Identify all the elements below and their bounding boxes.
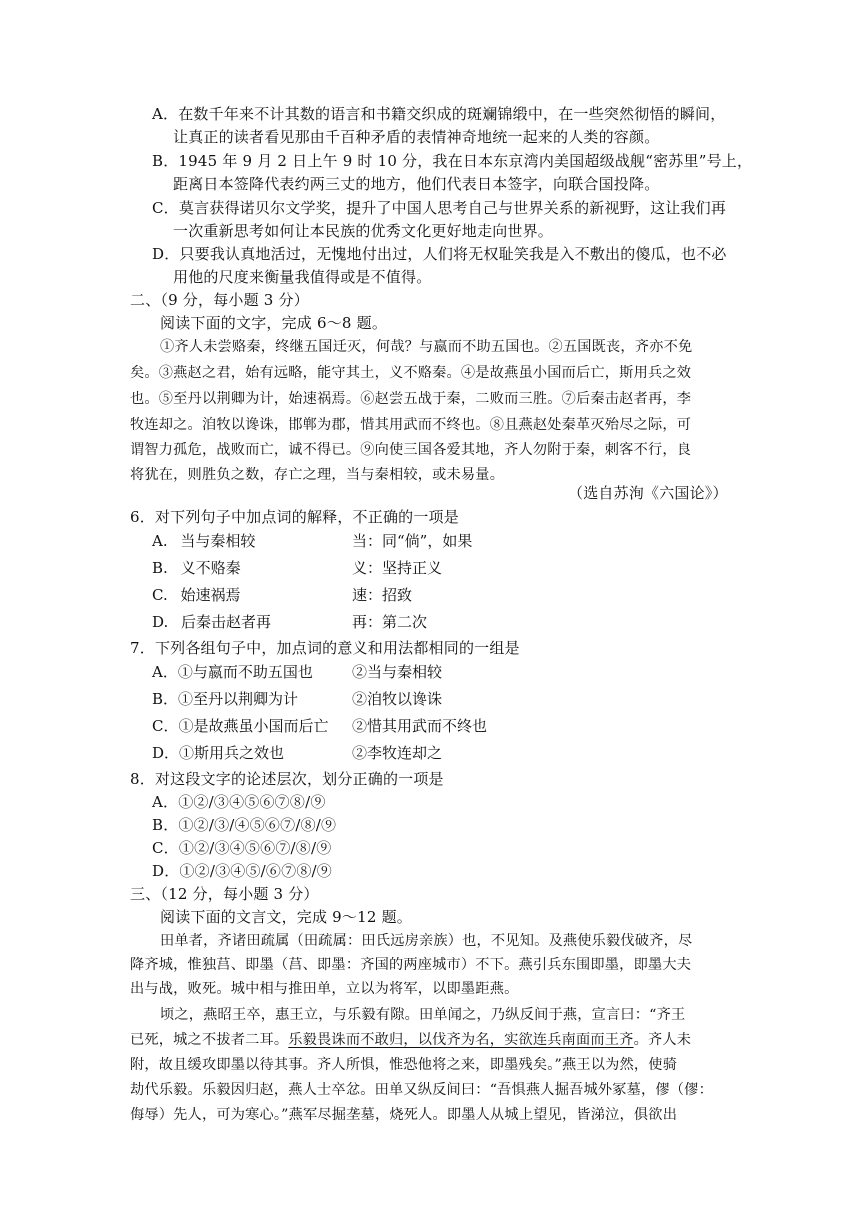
section2-heading: 二、（9 分，每小题 3 分） [130, 291, 309, 309]
q5-option-b-line1: B．1945 年 9 月 2 日上午 9 时 10 分，我在日本东京湾内美国超级战舰“密苏里”号上， [152, 152, 753, 170]
classical-p2-line1: 顷之，燕昭王卒，惠王立，与乐毅有隙。田单闻之，乃纵反间于燕，宣言曰：“齐王 [160, 1007, 686, 1023]
q5-option-d-line1: D．只要我认真地活过，无愧地付出过，人们将无权耻笑我是入不敷出的傻瓜，也不必 [152, 245, 727, 263]
classical-p2-line5: 侮辱）先人，可为寒心。”燕军尽掘垄墓，烧死人。即墨人从城上望见，皆涕泣，俱欲出 [130, 1107, 678, 1123]
q7-option-b-s1: ①至丹以荆卿为计 [178, 690, 299, 708]
q6-option-b-letter: B. [152, 559, 168, 577]
q7-option-d-letter: D． [152, 744, 180, 762]
q5-option-b-line2: 距离日本签降代表约两三丈的地方，他们代表日本签字，向联合国投降。 [173, 175, 660, 193]
passage-line-3: 也。⑤至丹以荆卿为计，始速祸焉。⑥赵尝五战于秦，二败而三胜。⑦后秦击赵者再，李 [130, 391, 692, 407]
section2-instruction: 阅读下面的文字，完成 6～8 题。 [160, 314, 388, 332]
q7-option-b [152, 688, 298, 710]
section3-instruction: 阅读下面的文言文，完成 9～12 题。 [160, 908, 412, 926]
passage-line-5: 谓智力孤危，战败而亡，诚不得已。⑨向使三国各爱其地，齐人勿附于秦，刺客不行，良 [130, 442, 692, 458]
q6-option-c-letter: C. [152, 586, 168, 604]
q8-option-b: B．①②/③/④⑤⑥⑦/⑧/⑨ [152, 816, 337, 834]
passage-line-1: ①齐人未尝赂秦，终继五国迁灭，何哉？与嬴而不助五国也。②五国既丧，齐亦不免 [160, 339, 693, 355]
underlined-sentence: 乐毅畏诛而不敢归，以伐齐为名，实欲连兵南面而王齐 [288, 1032, 634, 1048]
passage-line-2: 矣。③燕赵之君，始有远略，能守其土，义不赂秦。④是故燕虽小国而后亡，斯用兵之效 [130, 365, 692, 381]
classical-p2-line4: 劫代乐毅。乐毅因归赵，燕人士卒忿。田单又纵反间曰：“吾惧燕人掘吾城外冢墓，僇（僇： [130, 1082, 713, 1098]
q6-stem: 6．对下列句子中加点词的解释，不正确的一项是 [130, 508, 459, 526]
q6-option-a-gloss: 当：同“倘”，如果 [352, 532, 473, 550]
q5-option-c-line2: 一次重新思考如何让本民族的优秀文化更好地走向世界。 [173, 222, 554, 240]
section3-heading: 三、（12 分，每小题 3 分） [130, 885, 319, 903]
q6-option-b-sentence: 义不赂秦 [180, 559, 241, 577]
q7-option-c-s2: ②惜其用武而不终也 [352, 717, 488, 735]
q7-option-a-letter: A． [152, 663, 178, 681]
passage-line-4: 牧连却之。洎牧以谗诛，邯郸为郡，惜其用武而不终也。⑧且燕赵处秦革灭殆尽之际，可 [130, 417, 692, 433]
passage-source: （选自苏洵《六国论》） [568, 484, 728, 502]
q7-option-a [152, 661, 313, 683]
q6-option-b-gloss: 义：坚持正义 [352, 559, 443, 577]
classical-p2-line3: 附，故且缓攻即墨以待其事。齐人所惧，惟恐他将之来，即墨残矣。”燕王以为然，使骑 [130, 1057, 678, 1073]
q7-option-b-letter: B． [152, 690, 179, 708]
classical-p1-line3: 出与战，败死。城中相与推田单，立以为将军，以即墨距燕。 [130, 981, 519, 997]
q8-option-a: A．①②/③④⑤⑥⑦⑧/⑨ [152, 793, 326, 811]
classical-p2-line2-pre: 已死，城之不拔者二耳。 [130, 1032, 289, 1048]
q7-option-d [152, 742, 284, 764]
q7-option-a-s1: ①与嬴而不助五国也 [177, 663, 313, 681]
q7-stem: 7．下列各组句子中，加点词的意义和用法都相同的一组是 [130, 639, 520, 657]
q7-option-c-letter: C． [152, 717, 179, 735]
q5-option-a-line1: A．在数千年来不计其数的语言和书籍交织成的斑斓锦缎中，在一些突然彻悟的瞬间， [152, 105, 726, 123]
q6-option-a-sentence: 当与秦相较 [180, 532, 256, 550]
q7-option-d-s2: ②李牧连却之 [352, 744, 443, 762]
q6-option-d-gloss: 再：第二次 [352, 613, 428, 631]
q7-option-c-s1: ①是故燕虽小国而后亡 [178, 717, 329, 735]
q5-option-a-line2: 让真正的读者看见那由千百种矛盾的表情神奇地统一起来的人类的容颜。 [173, 128, 660, 146]
q6-option-c-sentence: 始速祸焉 [180, 586, 241, 604]
classical-p1-line2: 降齐城，惟独莒、即墨（莒、即墨：齐国的两座城市）不下。燕引兵东围即墨，即墨大夫 [130, 957, 692, 973]
q6-option-d [152, 611, 271, 633]
q6-option-d-letter: D. [152, 613, 169, 631]
q6-option-a-letter: A. [152, 532, 168, 550]
classical-p1-line1: 田单者，齐诸田疏属（田疏属：田氏远房亲族）也，不见知。及燕使乐毅伐破齐，尽 [160, 933, 693, 949]
q7-option-b-s2: ②洎牧以谗诛 [352, 690, 443, 708]
q6-option-a [152, 530, 255, 552]
passage-line-6: 将犹在，则胜负之数，存亡之理，当与秦相较，或未易量。 [130, 467, 505, 483]
classical-p2-line2-post: 。齐人未 [633, 1032, 692, 1048]
q5-option-c-line1: C．莫言获得诺贝尔文学奖，提升了中国人思考自己与世界关系的新视野，这让我们再 [152, 199, 727, 217]
q6-option-c [152, 584, 241, 606]
q8-option-d: D．①②/③④⑤/⑥⑦⑧/⑨ [152, 862, 332, 880]
q6-option-c-gloss: 速：招致 [352, 586, 413, 604]
q7-option-a-s2: ②当与秦相较 [352, 663, 443, 681]
q8-option-c: C．①②/③④⑤⑥⑦/⑧/⑨ [152, 839, 332, 857]
q7-option-c [152, 715, 329, 737]
classical-p2-line2 [130, 1029, 691, 1051]
q6-option-d-sentence: 后秦击赵者再 [181, 613, 272, 631]
q5-option-d-line2: 用他的尺度来衡量我值得或是不值得。 [173, 268, 432, 286]
q8-stem: 8．对这段文字的论述层次，划分正确的一项是 [130, 770, 444, 788]
q6-option-b [152, 557, 241, 579]
q7-option-d-s1: ①斯用兵之效也 [179, 744, 285, 762]
